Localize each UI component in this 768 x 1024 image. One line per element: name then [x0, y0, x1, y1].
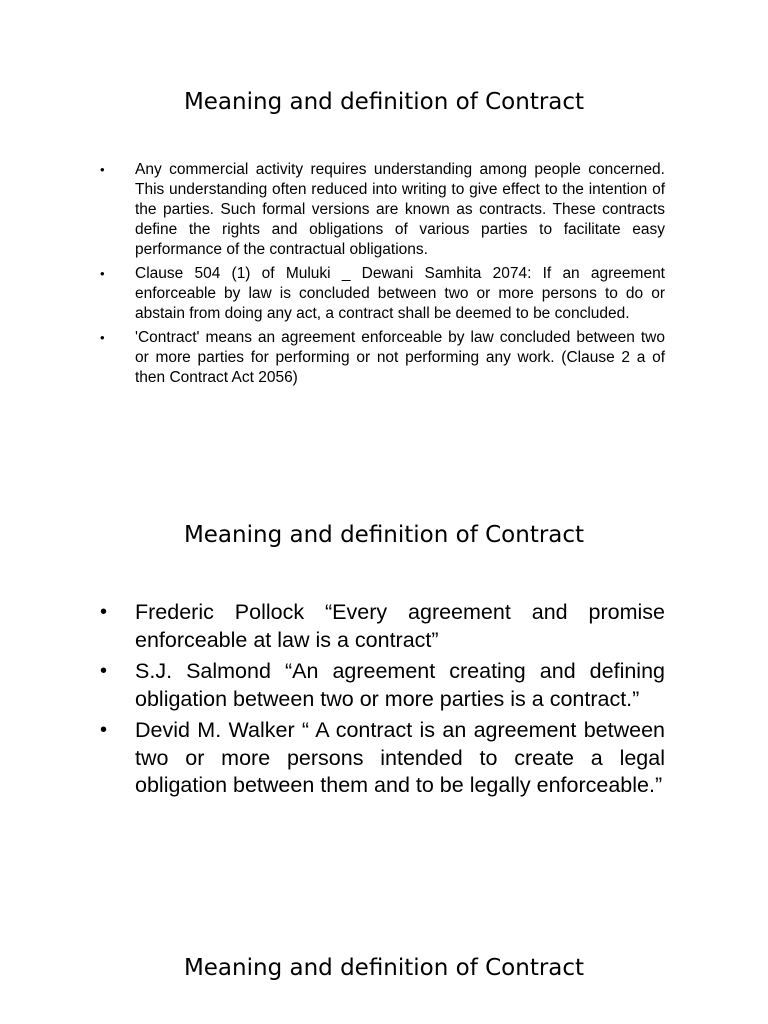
bullet-text: 'Contract' means an agreement enforceable by law concluded between two or more parties for performing or not performing any work. (Clause 2 a of then Contract Act 2056): [135, 329, 665, 386]
bullet-text: Clause 504 (1) of Muluki _ Dewani Samhita 2074: If an agreement enforceable by law is concluded between two or more persons to do or abstain from doing any act, a contract shall be deemed to be concluded.: [135, 265, 665, 322]
bullet-icon: •: [100, 660, 108, 682]
slide-title: Meaning and definition of Contract: [183, 522, 585, 548]
list-item: [100, 717, 665, 800]
list-item: [100, 264, 665, 324]
bullet-icon: •: [100, 601, 108, 623]
bullet-icon: •: [100, 162, 105, 177]
list-item: [100, 328, 665, 388]
list-item: [100, 160, 665, 260]
bullet-text: Frederic Pollock “Every agreement and promise enforceable at law is a contract”: [135, 600, 665, 652]
bullet-icon: •: [100, 266, 105, 281]
slide-title: Meaning and definition of Contract: [183, 89, 585, 115]
bullet-text: S.J. Salmond “An agreement creating and defining obligation between two or more parties is a contract.”: [135, 659, 665, 711]
slide-title: Meaning and definition of Contract: [183, 955, 585, 981]
bullet-icon: •: [100, 719, 108, 741]
bullet-text: Devid M. Walker “ A contract is an agreement between two or more persons intended to create a legal obligation between them and to be legally enforceable.”: [135, 718, 665, 797]
bullet-list: [100, 599, 665, 804]
list-item: [100, 658, 665, 713]
bullet-list: [100, 160, 665, 392]
bullet-icon: •: [100, 330, 105, 345]
bullet-text: Any commercial activity requires understanding among people concerned. This understanding often reduced into writing to give effect to the intention of the parties. Such formal versions are known as contracts. These contracts define the rights and obligations of various parties to facilitate easy performance of the contractual obligations.: [135, 161, 665, 258]
list-item: [100, 599, 665, 654]
